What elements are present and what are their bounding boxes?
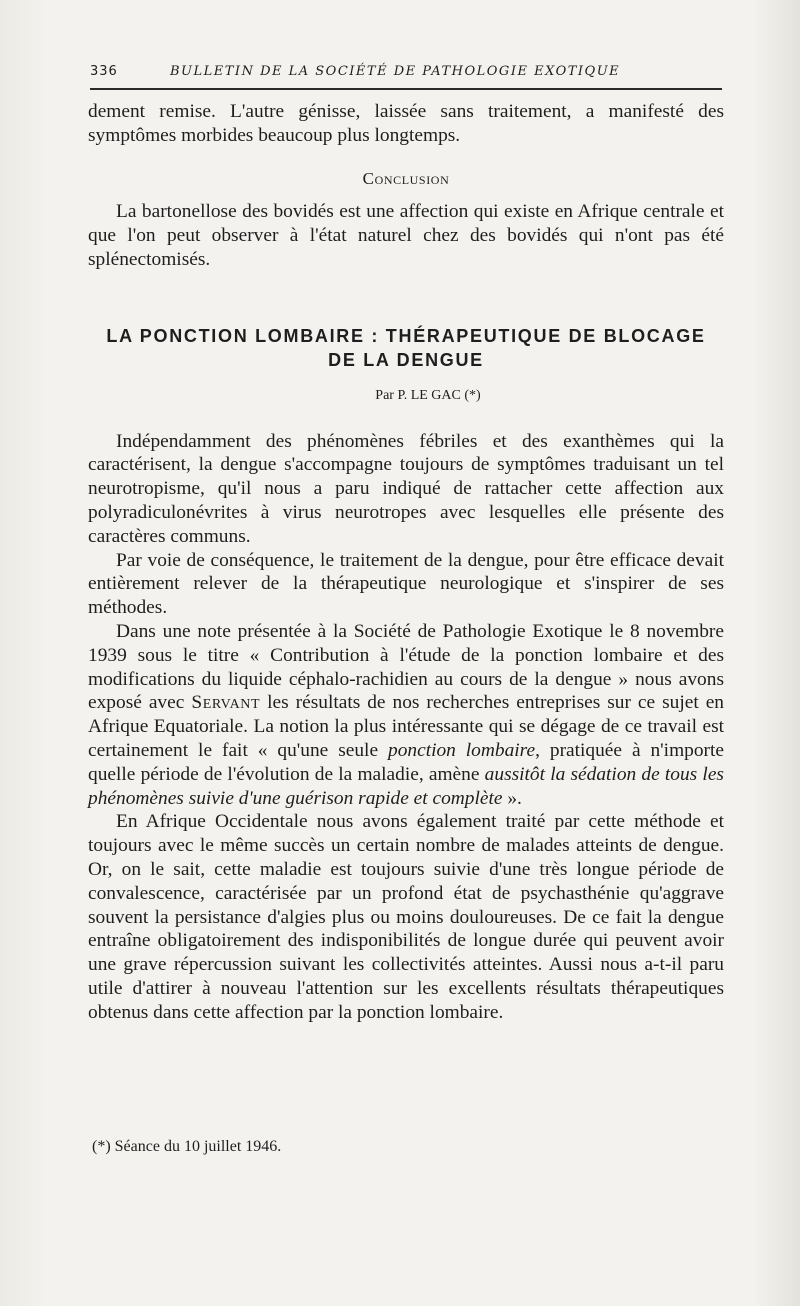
paragraph-3-part-c: , pratiquée à n'importe quelle période de l'évolution de la maladie, amène <box>88 739 724 785</box>
page-number: 336 <box>90 64 118 79</box>
paragraph-1: Indépendamment des phénomènes fébriles et des exanthèmes qui la caractérisent, la dengue s'accompagne toujours de symptômes traduisant un tel neurotropisme, qu'il nous a paru indiqué de rattacher cette affection aux polyradiculonévrites à virus neurotropes avec lesquelles elle présente des caractères communs. <box>88 430 724 547</box>
body-text <box>88 100 724 1025</box>
paragraph-3-part-b: les résultats de nos recherches entreprises sur ce sujet en Afrique Equatoriale. La notion la plus intéressante qui se dégage de ce travail est certainement le fait « qu'une seule <box>88 692 724 761</box>
author-name-servant: Servant <box>191 692 261 714</box>
conclusion-heading: Conclusion <box>362 168 450 188</box>
paragraph-3-part-a: Dans une note présentée à la Société de Pathologie Exotique le 8 novembre 1939 sous le titre « Contribution à l'étude de la ponction lombaire et des modifications du liquide céphalo-rachidien au cours de la dengue » nous avons exposé avec <box>88 620 724 714</box>
paragraph-2: Par voie de conséquence, le traitement de la dengue, pour être efficace devait entièrement relever de la thérapeutique neurologique et s'inspirer de ses méthodes. <box>88 549 724 619</box>
author-line: Par P. LE GAC (*) <box>375 387 481 403</box>
previous-article-closing-paragraph: dement remise. L'autre génisse, laissée sans traitement, a manifesté des symptômes morbides beaucoup plus longtemps. <box>88 101 724 146</box>
article-title-line-2: DE LA DENGUE <box>328 349 484 370</box>
paragraph-3-part-d: ». <box>502 787 522 809</box>
header-rule <box>90 88 722 90</box>
article-title-line-1: LA PONCTION LOMBAIRE : THÉRAPEUTIQUE DE BLOCAGE <box>106 325 706 346</box>
footnote: (*) Séance du 10 juillet 1946. <box>92 1138 282 1155</box>
italic-quote: aussitôt la sédation de tous les phénomènes suivie d'une guérison rapide et complète <box>88 763 724 809</box>
journal-title: BULLETIN DE LA SOCIÉTÉ DE PATHOLOGIE EXOTIQUE <box>170 64 621 79</box>
paragraph-4: En Afrique Occidentale nous avons également traité par cette méthode et toujours avec le même succès un certain nombre de malades atteints de dengue. Or, on le sait, cette maladie est toujours suivie d'une très longue période de convalescence, caractérisée par un profond état de psychasthénie qu'aggrave souvent la persistance d'algies plus ou moins douloureuses. De ce fait la dengue entraîne obligatoirement des indisponibilités de longue durée qui peuvent avoir une grave répercussion suivant les collectivités atteintes. Aussi nous a-t-il paru utile d'attirer à nouveau l'attention sur les excellents résultats thérapeutiques obtenus dans cette affection par la ponction lombaire. <box>88 811 724 1023</box>
italic-ponction-lombaire: ponction lombaire <box>388 739 536 761</box>
paragraph-3 <box>88 620 724 810</box>
running-header <box>90 60 722 88</box>
conclusion-text: La bartonellose des bovidés est une affection qui existe en Afrique centrale et que l'on peut observer à l'état naturel chez des bovidés qui n'ont pas été splénectomisés. <box>88 201 724 270</box>
article-title <box>88 324 724 372</box>
